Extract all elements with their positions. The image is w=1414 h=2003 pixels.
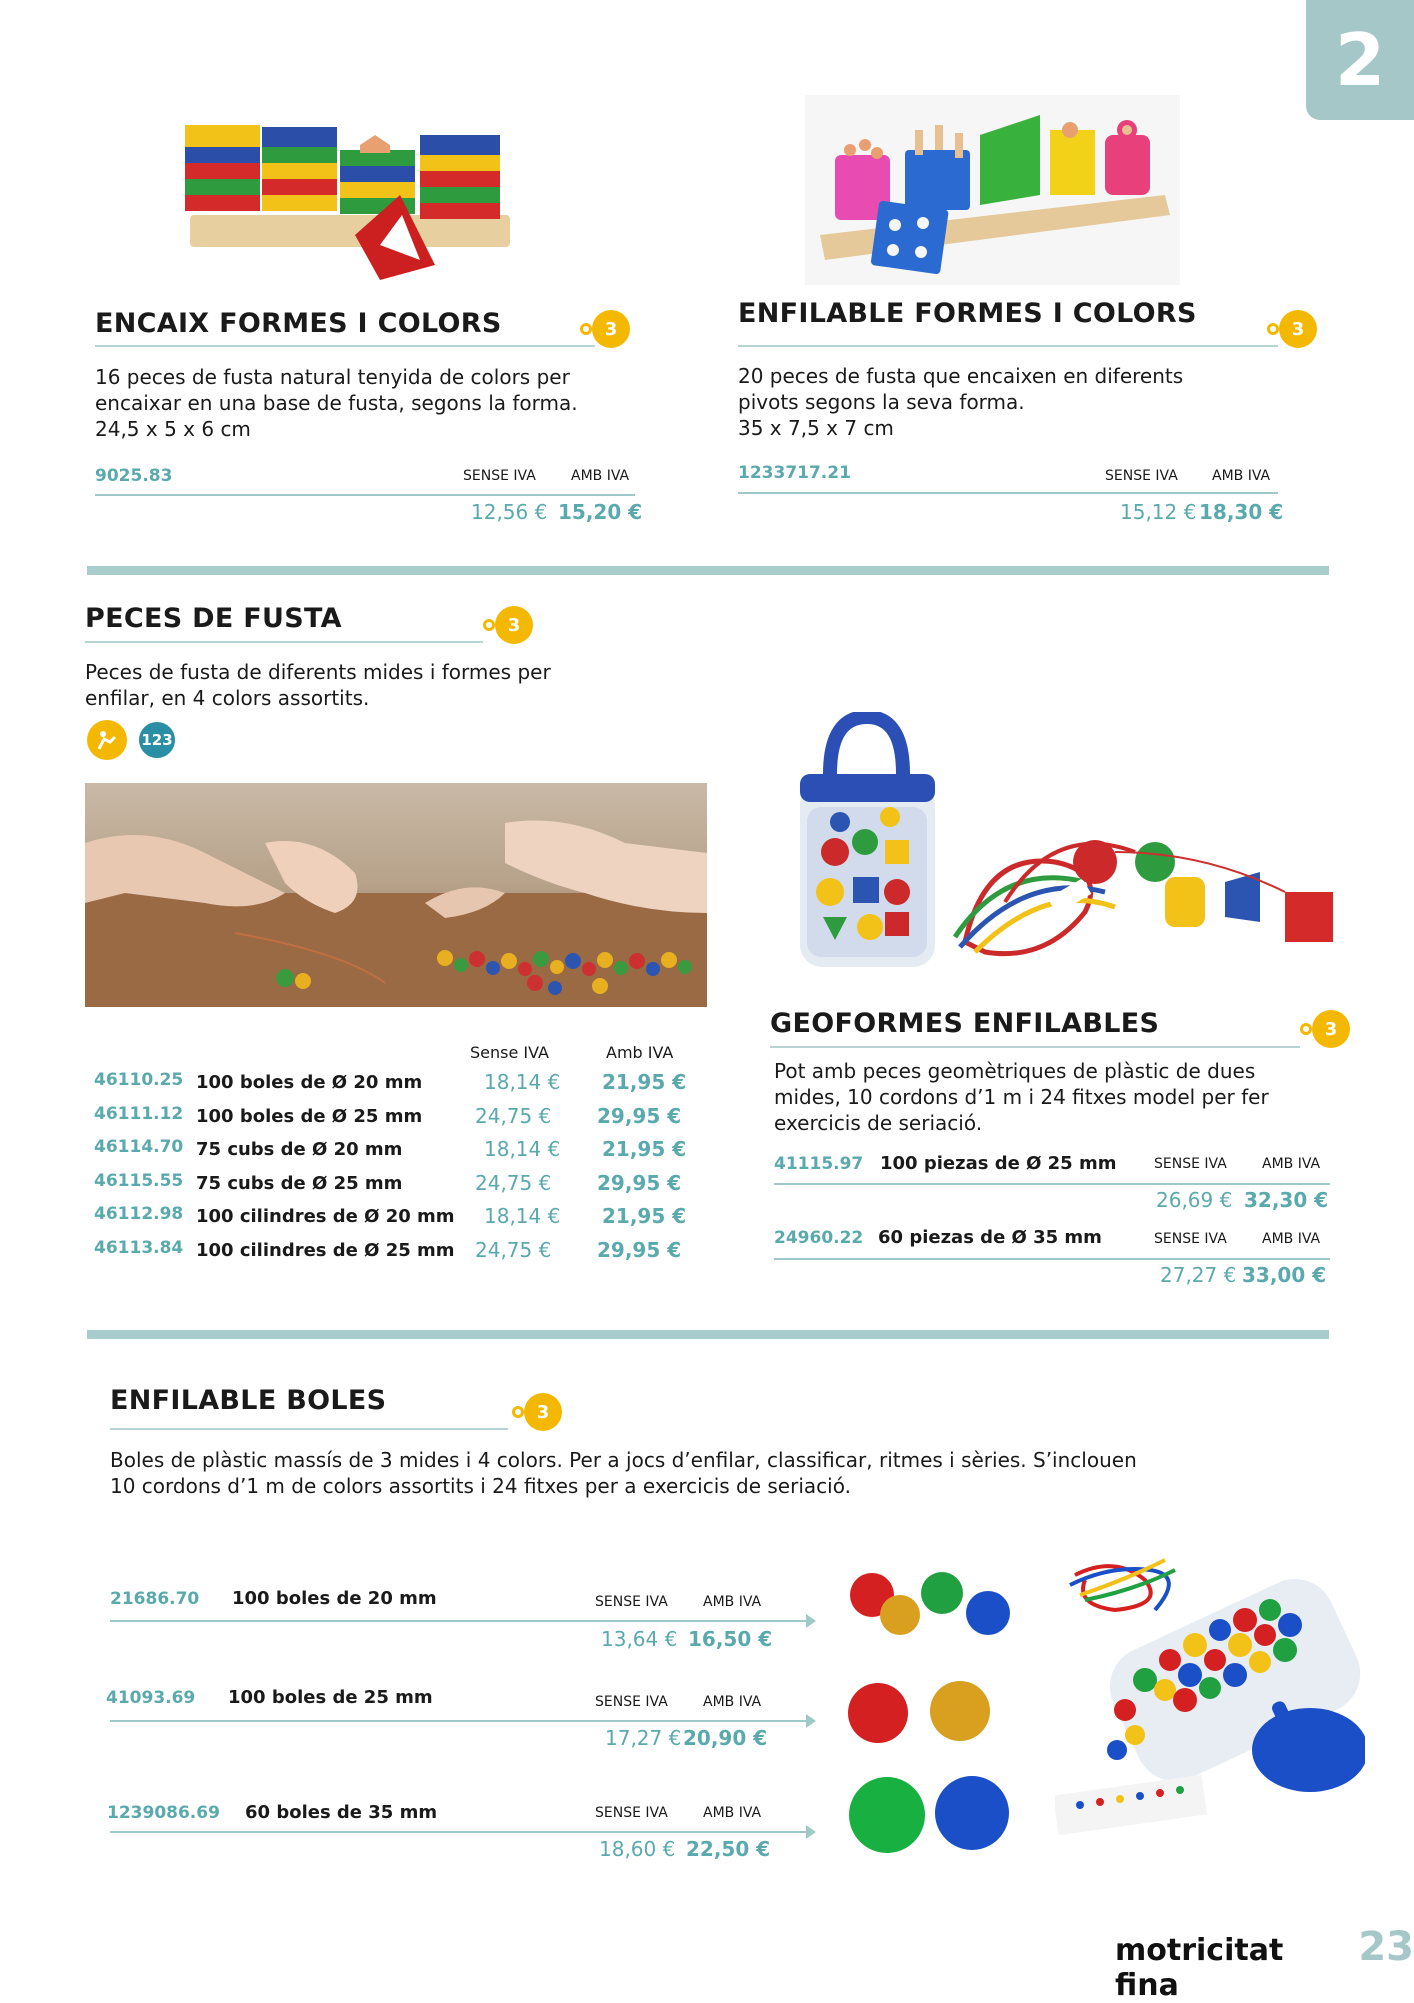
row-price-sense: 18,14 € [484, 1070, 561, 1094]
product-description [85, 659, 645, 711]
age-3-icon: 3 [524, 1393, 562, 1431]
product-code: 9025.83 [95, 466, 173, 486]
age-badge [483, 606, 533, 644]
balls-35mm-image [845, 1770, 1015, 1860]
table-row [94, 1167, 694, 1201]
label-amb-iva: AMB IVA [703, 1805, 762, 1821]
row-price-amb: 29,95 € [597, 1103, 682, 1128]
age-3-icon: 3 [592, 310, 630, 348]
row-price-amb: 21,95 € [602, 1137, 687, 1161]
price-sense-iva: 27,27 € [1160, 1263, 1237, 1287]
row-price-sense: 18,14 € [484, 1137, 561, 1161]
desc-line: 20 peces de fusta que encaixen en diferents [738, 364, 1184, 388]
desc-line: encaixar en una base de fusta, segons la forma. [95, 391, 578, 415]
age-badge [580, 310, 630, 348]
footer-section-label: motricitat fina [1115, 1933, 1284, 2003]
price-arrow-line [110, 1831, 810, 1833]
table-row [94, 1200, 694, 1234]
numbers-icon-text: 123 [141, 731, 173, 749]
product-title-geoformes: GEOFORMES ENFILABLES [770, 1008, 1160, 1039]
price-arrow-line [110, 1620, 810, 1622]
desc-line: 16 peces de fusta natural tenyida de colors per [95, 365, 570, 389]
row-price-sense: 24,75 € [475, 1103, 552, 1128]
row-name: 60 piezas de Ø 35 mm [878, 1227, 1102, 1248]
age-3-icon: 3 [495, 606, 533, 644]
desc-line: Boles de plàstic massís de 3 mides i 4 colors. Per a jocs d’enfilar, classificar, ritmes i sèries. S’inclouen [110, 1448, 1137, 1472]
product-code: 1233717.21 [738, 463, 851, 483]
arrow-icon [806, 1825, 816, 1839]
label-sense-iva: SENSE IVA [1154, 1156, 1227, 1172]
label-amb-iva: AMB IVA [1262, 1231, 1321, 1247]
row-price-amb: 29,95 € [597, 1237, 682, 1262]
row-name: 100 cilindres de Ø 20 mm [196, 1206, 455, 1227]
desc-line: exercicis de seriació. [774, 1111, 983, 1135]
title-underline [738, 345, 1278, 347]
label-amb-iva: Amb IVA [606, 1043, 674, 1062]
price-amb-iva: 16,50 € [688, 1627, 773, 1651]
price-sense-iva: 12,56 € [471, 500, 548, 524]
photo-hands-threading [85, 783, 707, 1007]
row-code: 46112.98 [94, 1204, 184, 1224]
product-title-enfilable-formes: ENFILABLE FORMES I COLORS [738, 298, 1197, 329]
desc-line: 10 cordons d’1 m de colors assortits i 24 fitxes per a exercicis de seriació. [110, 1474, 851, 1498]
table-row [94, 1133, 694, 1167]
price-amb-iva: 22,50 € [686, 1837, 771, 1861]
product-description [95, 364, 615, 442]
price-amb-iva: 15,20 € [558, 500, 643, 524]
row-name: 60 boles de 35 mm [245, 1802, 438, 1823]
product-title-enfilable-boles: ENFILABLE BOLES [110, 1385, 387, 1416]
section-tab [1306, 0, 1414, 120]
arrow-icon [806, 1614, 816, 1628]
row-price-amb: 29,95 € [597, 1170, 682, 1195]
price-sense-iva: 17,27 € [605, 1726, 682, 1750]
price-sense-iva: 26,69 € [1156, 1188, 1233, 1212]
row-name: 100 boles de Ø 20 mm [196, 1072, 423, 1093]
desc-line: enfilar, en 4 colors assortits. [85, 686, 370, 710]
title-underline [110, 1428, 508, 1430]
product-image-enfilable-boles [1055, 1550, 1365, 1845]
price-sense-iva: 18,60 € [599, 1837, 676, 1861]
desc-line: 35 x 7,5 x 7 cm [738, 416, 894, 440]
product-image-encaix [180, 115, 525, 290]
row-code: 46115.55 [94, 1170, 184, 1191]
price-amb-iva: 18,30 € [1199, 500, 1284, 524]
price-amb-iva: 32,30 € [1244, 1188, 1329, 1212]
label-sense-iva: SENSE IVA [595, 1594, 668, 1610]
age-dot-icon [1300, 1023, 1312, 1035]
row-price-amb: 21,95 € [602, 1070, 687, 1094]
product-description [738, 363, 1278, 441]
footer [1115, 1924, 1414, 2003]
label-sense-iva: Sense IVA [470, 1043, 549, 1062]
row-code: 46114.70 [94, 1137, 184, 1157]
section-separator [87, 1330, 1329, 1339]
section-number: 2 [1334, 18, 1386, 102]
row-name: 100 boles de Ø 25 mm [196, 1105, 423, 1127]
table-row [94, 1234, 694, 1268]
label-amb-iva: AMB IVA [1212, 468, 1271, 484]
title-underline [95, 345, 595, 347]
product-code: 41093.69 [106, 1688, 196, 1708]
product-code: 1239086.69 [107, 1803, 220, 1823]
row-name: 100 boles de 25 mm [228, 1687, 433, 1708]
label-amb-iva: AMB IVA [571, 468, 630, 484]
price-sense-iva: 13,64 € [601, 1627, 678, 1651]
product-code: 24960.22 [774, 1228, 864, 1248]
age-badge [1300, 1010, 1350, 1048]
title-underline [85, 641, 483, 643]
row-price-sense: 24,75 € [475, 1237, 552, 1262]
product-description [110, 1447, 1310, 1499]
product-title-encaix: ENCAIX FORMES I COLORS [95, 308, 502, 339]
price-amb-iva: 20,90 € [683, 1726, 768, 1750]
price-line [738, 492, 1278, 494]
row-price-sense: 18,14 € [484, 1204, 561, 1228]
table-row [94, 1066, 694, 1100]
label-amb-iva: AMB IVA [1262, 1156, 1321, 1172]
desc-line: pivots segons la seva forma. [738, 390, 1025, 414]
label-sense-iva: SENSE IVA [595, 1805, 668, 1821]
price-arrow-line [110, 1720, 810, 1722]
product-title-peces-fusta: PECES DE FUSTA [85, 603, 342, 634]
motor-skill-icon [87, 720, 127, 760]
label-sense-iva: SENSE IVA [1105, 468, 1178, 484]
arrow-icon [806, 1714, 816, 1728]
desc-line: Peces de fusta de diferents mides i formes per [85, 660, 551, 684]
row-name: 75 cubs de Ø 25 mm [196, 1172, 403, 1194]
desc-line: mides, 10 cordons d’1 m i 24 fitxes model per fer [774, 1085, 1269, 1109]
row-price-sense: 24,75 € [475, 1170, 552, 1195]
price-amb-iva: 33,00 € [1242, 1263, 1327, 1287]
product-code: 21686.70 [110, 1589, 200, 1609]
table-row [94, 1100, 694, 1134]
row-code: 46113.84 [94, 1237, 184, 1258]
page-number: 23 [1358, 1924, 1414, 1970]
label-sense-iva: SENSE IVA [1154, 1231, 1227, 1247]
price-table-peces-fusta [94, 1066, 694, 1267]
age-dot-icon [483, 619, 495, 631]
row-code: 46111.12 [94, 1103, 184, 1124]
product-image-enfilable-formes [805, 95, 1180, 285]
section-separator [87, 566, 1329, 575]
age-badge [512, 1393, 562, 1431]
row-name: 100 piezas de Ø 25 mm [880, 1153, 1117, 1174]
age-badge [1267, 310, 1317, 348]
numbers-icon [137, 720, 177, 760]
product-code: 41115.97 [774, 1154, 864, 1174]
age-dot-icon [512, 1406, 524, 1418]
label-amb-iva: AMB IVA [703, 1594, 762, 1610]
price-line [774, 1183, 1330, 1185]
product-image-geoformes [785, 712, 1340, 982]
age-dot-icon [580, 323, 592, 335]
price-line [774, 1258, 1330, 1260]
price-sense-iva: 15,12 € [1120, 500, 1197, 524]
age-3-icon: 3 [1279, 310, 1317, 348]
desc-line: Pot amb peces geomètriques de plàstic de dues [774, 1059, 1256, 1083]
row-name: 100 cilindres de Ø 25 mm [196, 1239, 455, 1261]
desc-line: 24,5 x 5 x 6 cm [95, 417, 251, 441]
price-line [95, 494, 635, 496]
age-3-icon: 3 [1312, 1010, 1350, 1048]
balls-20mm-image [845, 1565, 1015, 1645]
row-name: 100 boles de 20 mm [232, 1588, 437, 1609]
row-price-amb: 21,95 € [602, 1204, 687, 1228]
row-code: 46110.25 [94, 1070, 184, 1090]
label-sense-iva: SENSE IVA [463, 468, 536, 484]
balls-25mm-image [845, 1675, 1015, 1750]
title-underline [770, 1046, 1300, 1048]
age-dot-icon [1267, 323, 1279, 335]
row-name: 75 cubs de Ø 20 mm [196, 1139, 403, 1160]
label-sense-iva: SENSE IVA [595, 1694, 668, 1710]
product-description [774, 1058, 1334, 1136]
label-amb-iva: AMB IVA [703, 1694, 762, 1710]
